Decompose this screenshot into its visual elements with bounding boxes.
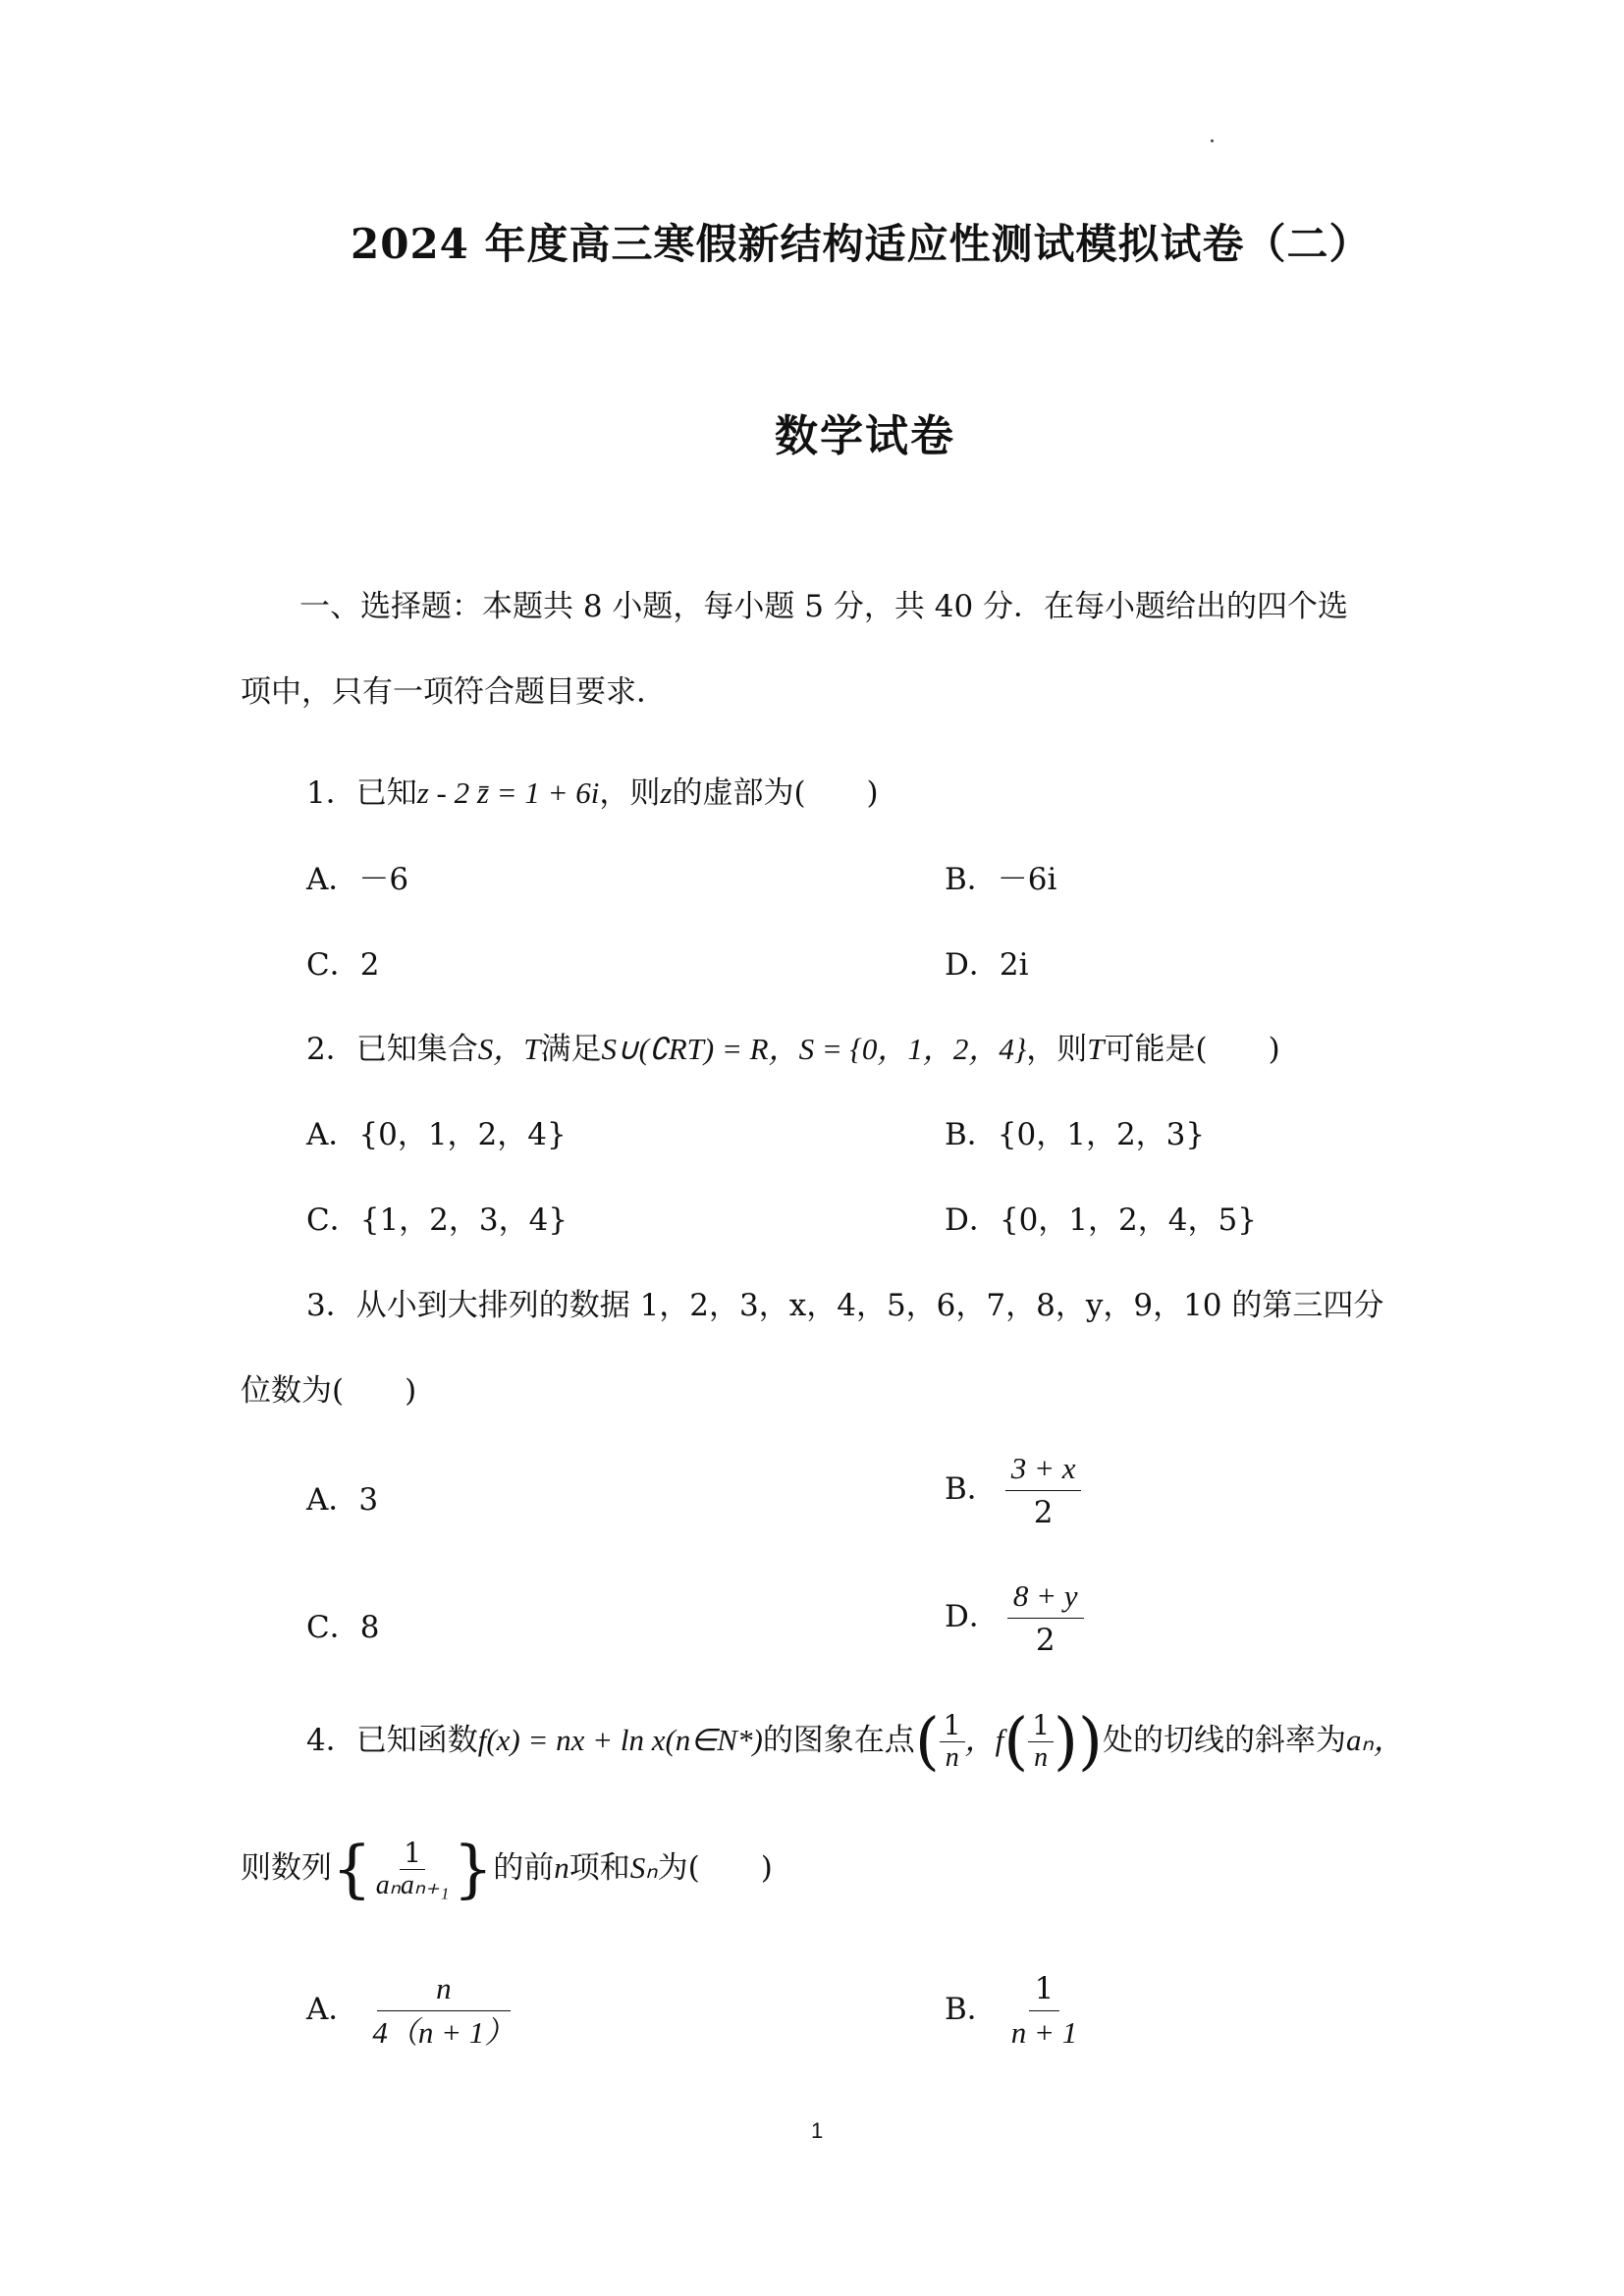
- q4-seq-right-brace: }: [453, 1833, 494, 1906]
- q3-option-b: [945, 1451, 1081, 1530]
- q3-option-c: C．8: [306, 1610, 380, 1645]
- q4-option-a: [306, 1971, 520, 2051]
- q4-mid: 的图象在点: [762, 1723, 915, 1758]
- q4-seq-fraction: [372, 1838, 454, 1901]
- q2-equation: S∪(∁RT) = R，S = {0，1，2，4}: [601, 1032, 1027, 1066]
- q3-option-d-label: D．: [945, 1599, 1000, 1634]
- q4-line2-b: 的前: [493, 1850, 555, 1886]
- q2-option-d: D．{0，1，2，4，5}: [945, 1202, 1257, 1238]
- q4-seq-den: aₙaₙ₊₁: [375, 1870, 450, 1900]
- q3-option-a: A．3: [306, 1482, 379, 1518]
- q4-seq-num: 1: [400, 1838, 425, 1870]
- q2-vars: S，T: [477, 1032, 541, 1066]
- q3-option-d-den: 2: [1035, 1623, 1056, 1658]
- q4-n-var: n: [554, 1850, 569, 1885]
- q3-option-b-label: B．: [945, 1471, 998, 1507]
- q4-line2-c: 项和: [568, 1850, 630, 1886]
- q2-option-a: A．{0，1，2，4}: [306, 1117, 567, 1152]
- q4-point-x-num: 1: [940, 1710, 965, 1742]
- q4-point-right-brace: )): [1054, 1705, 1103, 1779]
- q4-function: f(x) = nx + ln x(n∈N*): [477, 1723, 763, 1757]
- scan-dot: [1211, 139, 1214, 142]
- q4-point-x-den: n: [945, 1742, 959, 1773]
- q2-text-d: 可能是( ): [1104, 1032, 1280, 1067]
- q4-seq-left-brace: {: [332, 1833, 372, 1906]
- q1-option-c: C．2: [306, 947, 380, 983]
- q4-point-inner-left: (: [1003, 1705, 1029, 1779]
- q1-var: z: [660, 775, 673, 810]
- q3-option-d-fraction: [1007, 1578, 1084, 1658]
- page-number: 1: [811, 2118, 824, 2143]
- q3-option-d: [945, 1578, 1084, 1658]
- q4-option-a-label: A．: [306, 1992, 359, 2027]
- question-3-line2: 位数为( ): [241, 1373, 417, 1409]
- q2-text-a: 2．已知集合: [306, 1032, 478, 1067]
- q1-option-b: B．－6i: [945, 862, 1057, 897]
- q4-point-left-brace: (: [914, 1705, 940, 1779]
- q4-line2-d: 为( ): [657, 1850, 773, 1886]
- q3-option-b-fraction: [1005, 1451, 1082, 1530]
- q2-text-b: 满足: [540, 1032, 602, 1067]
- q1-mid: ，则: [599, 775, 661, 811]
- q2-var-t: T: [1087, 1032, 1105, 1066]
- q4-point-y-den: n: [1034, 1742, 1049, 1773]
- q4-point-y-num: 1: [1028, 1710, 1054, 1742]
- q4-point-x: [940, 1710, 965, 1774]
- section-heading-line2: 项中，只有一项符合题目要求．: [241, 674, 667, 710]
- q4-point-f: ，f: [964, 1723, 1004, 1757]
- q4-point-y: [1028, 1710, 1054, 1774]
- q4-prefix: 4．已知函数: [306, 1723, 478, 1758]
- page-title: 2024 年度高三寒假新结构适应性测试模拟试卷（二）: [351, 220, 1372, 268]
- q4-sn: Sₙ: [629, 1850, 658, 1885]
- q4-option-b-label: B．: [945, 1992, 998, 2027]
- q4-option-a-num: n: [377, 1971, 511, 2011]
- q4-an: aₙ，: [1345, 1723, 1404, 1757]
- q1-prefix: 1．已知: [306, 775, 417, 811]
- section-heading-line1: 一、选择题：本题共 8 小题，每小题 5 分，共 40 分．在每小题给出的四个选: [299, 589, 1349, 624]
- q4-option-b-den: n + 1: [1010, 2015, 1078, 2050]
- q2-option-b: B．{0，1，2，3}: [945, 1117, 1206, 1152]
- q1-option-d: D．2i: [945, 947, 1029, 983]
- q3-option-b-num: 3 + x: [1005, 1451, 1082, 1491]
- q4-option-b-num: 1: [1029, 1971, 1060, 2011]
- q4-option-b: [945, 1971, 1083, 2051]
- q1-option-a: A．－6: [306, 862, 409, 897]
- q4-option-a-fraction: [366, 1971, 520, 2051]
- q4-option-b-fraction: [1005, 1971, 1083, 2051]
- q2-option-c: C．{1，2，3，4}: [306, 1202, 568, 1238]
- question-4-line2: [241, 1833, 773, 1906]
- q3-option-d-num: 8 + y: [1007, 1578, 1084, 1619]
- q1-equation: z - 2 z̄ = 1 + 6i: [416, 775, 600, 810]
- q3-option-b-den: 2: [1033, 1495, 1054, 1530]
- q4-line2-a: 则数列: [241, 1850, 332, 1886]
- q4-option-a-den: 4（n + 1）: [372, 2015, 515, 2050]
- question-4-line1: [306, 1705, 1404, 1779]
- q2-text-c: ，则: [1026, 1032, 1088, 1067]
- q4-suffix: 处的切线的斜率为: [1102, 1723, 1346, 1758]
- q1-suffix: 的虚部为( ): [672, 775, 879, 811]
- question-1: [306, 774, 879, 813]
- question-2: [306, 1030, 1280, 1069]
- page-subtitle: 数学试卷: [775, 411, 955, 461]
- question-3-line1: 3．从小到大排列的数据 1，2，3，x，4，5，6，7，8，y，9，10 的第三四分: [306, 1288, 1384, 1323]
